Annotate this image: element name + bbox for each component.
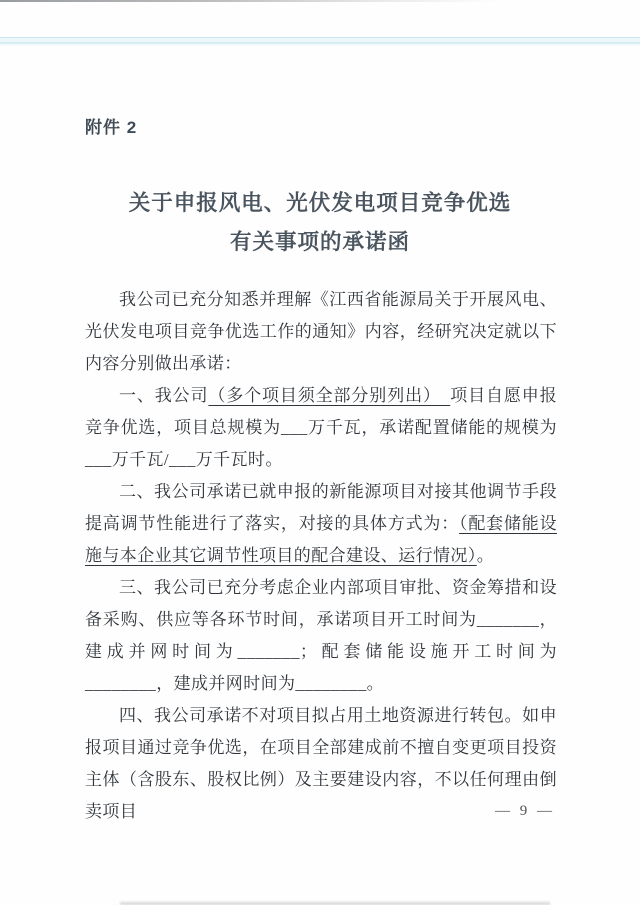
text-run: ，建成并网时间为 [85, 610, 557, 661]
page-number: — 9 — [495, 803, 555, 819]
document-title [0, 184, 640, 262]
text-run: 万千瓦时。 [195, 450, 283, 469]
text-run: 一、我公司 [119, 386, 209, 405]
title-line-1: 关于申报风电、光伏发电项目竞争优选 [128, 191, 512, 215]
paragraph [85, 572, 557, 700]
scan-artifact-top [0, 0, 500, 2]
text-run: ；配套储能设施开工时间为 [299, 642, 557, 661]
underlined-blank-text: （配套储能设施与本企业其它调节性项目的配合建设、运行情况） [85, 514, 557, 565]
text-run: 项目自愿申报竞争优选，项目总规模为 [85, 386, 558, 437]
paragraph [85, 476, 557, 572]
text-run: 万千瓦/ [111, 450, 170, 469]
text-run: 我公司已充分知悉并理解《江西省能源局关于开展风电、光伏发电项目竞争优选工作的通知》内容，经研究决定就以下内容分别做出承诺： [85, 290, 557, 373]
text-run: _______ [237, 642, 300, 661]
title-line-2: 有关事项的承诺函 [229, 230, 410, 254]
text-run: 万千瓦，承诺配置储能的规模为 [307, 418, 557, 437]
text-run: 三、我公司已充分考虑企业内部项目审批、资金筹措和设备采购、供应等各环节时间，承诺项目开工时间为 [85, 578, 557, 629]
text-run: _______ [476, 610, 540, 629]
paragraph [85, 284, 557, 380]
underlined-blank-text: （多个项目须全部分别列出） [208, 386, 451, 405]
text-run: ________ [85, 674, 157, 693]
paragraph [85, 380, 557, 476]
text-run: ___ [280, 418, 308, 437]
document-body [85, 284, 557, 828]
text-run: 。 [366, 674, 385, 693]
text-run: 。 [476, 546, 495, 565]
text-run: ________ [295, 674, 367, 693]
text-run: ___ [169, 450, 196, 469]
text-run: ，建成并网时间为 [156, 674, 296, 693]
text-run: 四、我公司承诺不对项目拟占用土地资源进行转包。如申报项目通过竞争优选，在项目全部建成前不擅自变更项目投资主体（含股东、股权比例）及主要建设内容，不以任何理由倒卖项目 [85, 706, 557, 821]
decorative-scan-band [0, 37, 640, 46]
text-run: ___ [85, 450, 112, 469]
text-run: 二、我公司承诺已就申报的新能源项目对接其他调节手段提高调节性能进行了落实，对接的具体方式为： [85, 482, 557, 533]
attachment-label: 附件 2 [85, 118, 138, 137]
